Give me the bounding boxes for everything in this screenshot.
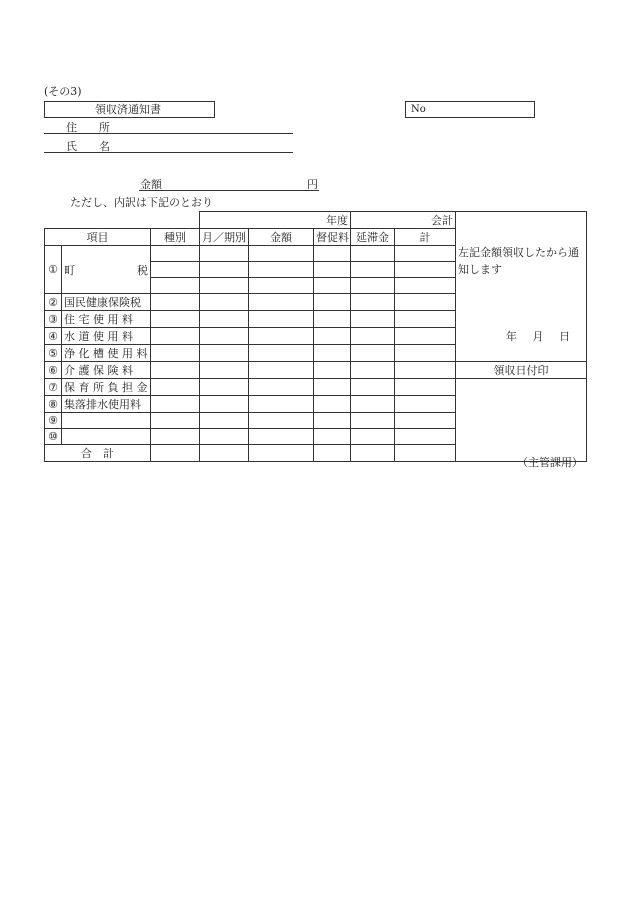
row-label[interactable] <box>62 429 151 445</box>
cell-total[interactable] <box>395 345 456 362</box>
cell-total[interactable] <box>395 396 456 413</box>
fiscal-year-cell[interactable] <box>200 212 351 229</box>
cell-reminder-fee[interactable] <box>314 396 351 413</box>
stamp-label: 領収日付印 <box>493 364 549 377</box>
cell-reminder-fee[interactable] <box>314 429 351 445</box>
cell-period[interactable] <box>200 379 249 396</box>
cell-reminder-fee[interactable] <box>314 379 351 396</box>
row-label: 住 宅 使 用 料 <box>62 311 151 328</box>
cell-total[interactable] <box>395 445 456 462</box>
cell-amount[interactable] <box>249 278 314 294</box>
date-day-label: 日 <box>559 329 571 343</box>
cell-type[interactable] <box>151 328 200 345</box>
date-month-label: 月 <box>532 329 544 343</box>
sheet-number: (その3) <box>44 85 82 98</box>
cell-reminder-fee[interactable] <box>314 262 351 278</box>
row-number: ⑥ <box>45 362 62 379</box>
cell-period[interactable] <box>200 429 249 445</box>
town-tax-label-b: 税 <box>137 263 148 277</box>
header-amount: 金額 <box>249 229 314 246</box>
cell-late-fee[interactable] <box>351 246 395 262</box>
cell-reminder-fee[interactable] <box>314 413 351 429</box>
cell-total[interactable] <box>395 413 456 429</box>
row-label: 集落排水使用料 <box>62 396 151 413</box>
cell-total[interactable] <box>395 429 456 445</box>
row-label: 浄 化 槽 使 用 料 <box>62 345 151 362</box>
header-period: 月／期別 <box>200 229 249 246</box>
cell-period[interactable] <box>200 246 249 262</box>
row-number: ⑦ <box>45 379 62 396</box>
cell-amount[interactable] <box>249 445 314 462</box>
cell-total[interactable] <box>395 328 456 345</box>
cell-reminder-fee[interactable] <box>314 328 351 345</box>
cell-type[interactable] <box>151 294 200 311</box>
cell-late-fee[interactable] <box>351 413 395 429</box>
cell-type[interactable] <box>151 246 200 262</box>
total-label: 合 計 <box>45 445 151 462</box>
cell-period[interactable] <box>200 345 249 362</box>
name-label: 氏 名 <box>66 140 110 153</box>
cell-type[interactable] <box>151 278 200 294</box>
cell-type[interactable] <box>151 311 200 328</box>
header-total: 計 <box>395 229 456 246</box>
cell-amount[interactable] <box>249 362 314 379</box>
address-line[interactable] <box>44 133 293 134</box>
row-label: 保 育 所 負 担 金 <box>62 379 151 396</box>
cell-late-fee[interactable] <box>351 278 395 294</box>
cell-late-fee[interactable] <box>351 345 395 362</box>
cell-type[interactable] <box>151 396 200 413</box>
fiscal-year-label: 年度 <box>326 214 348 227</box>
number-box[interactable] <box>405 101 535 118</box>
notice-text: 左記金額領収したから通知します <box>458 246 579 277</box>
cell-amount[interactable] <box>249 429 314 445</box>
cell-period[interactable] <box>200 278 249 294</box>
cell-type[interactable] <box>151 429 200 445</box>
account-cell[interactable] <box>351 212 456 229</box>
cell-amount[interactable] <box>249 262 314 278</box>
department-label: （主管課用） <box>517 456 583 469</box>
row-number: ② <box>45 294 62 311</box>
notice-cell <box>456 212 587 311</box>
stamp-area[interactable] <box>456 379 587 462</box>
cell-total[interactable] <box>395 294 456 311</box>
breakdown-table <box>44 211 587 462</box>
cell-late-fee[interactable] <box>351 311 395 328</box>
amount-line[interactable] <box>139 190 319 191</box>
cell-late-fee[interactable] <box>351 362 395 379</box>
cell-late-fee[interactable] <box>351 262 395 278</box>
cell-total[interactable] <box>395 311 456 328</box>
cell-late-fee[interactable] <box>351 396 395 413</box>
row-label <box>62 246 151 294</box>
date-year-label: 年 <box>505 329 517 343</box>
cell-type[interactable] <box>151 379 200 396</box>
row-number: ⑤ <box>45 345 62 362</box>
address-label: 住 所 <box>66 121 110 134</box>
cell-reminder-fee[interactable] <box>314 246 351 262</box>
row-number: ⑧ <box>45 396 62 413</box>
cell-type[interactable] <box>151 413 200 429</box>
row-label: 介 護 保 険 料 <box>62 362 151 379</box>
town-tax-label-a: 町 <box>64 263 75 277</box>
row-number: ⑩ <box>45 429 62 445</box>
header-reminder-fee: 督促料 <box>314 229 351 246</box>
cell-period[interactable] <box>200 311 249 328</box>
cell-amount[interactable] <box>249 311 314 328</box>
cell-total[interactable] <box>395 246 456 262</box>
cell-period[interactable] <box>200 262 249 278</box>
yen-label: 円 <box>307 178 318 191</box>
cell-reminder-fee[interactable] <box>314 445 351 462</box>
cell-type[interactable] <box>151 345 200 362</box>
stamp-label-cell <box>456 362 587 379</box>
cell-amount[interactable] <box>249 328 314 345</box>
cell-total[interactable] <box>395 379 456 396</box>
cell-late-fee[interactable] <box>351 379 395 396</box>
cell-amount[interactable] <box>249 345 314 362</box>
cell-type[interactable] <box>151 445 200 462</box>
number-label: No <box>411 104 426 115</box>
row-label: 水 道 使 用 料 <box>62 328 151 345</box>
cell-total[interactable] <box>395 262 456 278</box>
cell-total[interactable] <box>395 278 456 294</box>
name-line[interactable] <box>44 152 293 153</box>
title-box <box>44 101 215 118</box>
row-number: ④ <box>45 328 62 345</box>
account-label: 会計 <box>431 214 453 227</box>
cell-amount[interactable] <box>249 246 314 262</box>
cell-amount[interactable] <box>249 396 314 413</box>
header-item: 項目 <box>45 229 151 246</box>
row-label[interactable] <box>62 413 151 429</box>
header-type: 種別 <box>151 229 200 246</box>
cell-reminder-fee[interactable] <box>314 278 351 294</box>
row-label: 国民健康保険税 <box>62 294 151 311</box>
cell-late-fee[interactable] <box>351 429 395 445</box>
row-number: ① <box>45 246 62 294</box>
cell-reminder-fee[interactable] <box>314 362 351 379</box>
header-late-fee: 延滞金 <box>351 229 395 246</box>
cell-period[interactable] <box>200 294 249 311</box>
cell-reminder-fee[interactable] <box>314 345 351 362</box>
cell-period[interactable] <box>200 396 249 413</box>
cell-late-fee[interactable] <box>351 445 395 462</box>
cell-total[interactable] <box>395 362 456 379</box>
amount-label: 金額 <box>140 178 162 191</box>
cell-late-fee[interactable] <box>351 294 395 311</box>
cell-amount[interactable] <box>249 294 314 311</box>
cell-period[interactable] <box>200 445 249 462</box>
cell-amount[interactable] <box>249 379 314 396</box>
cell-reminder-fee[interactable] <box>314 294 351 311</box>
cell-late-fee[interactable] <box>351 328 395 345</box>
cell-reminder-fee[interactable] <box>314 311 351 328</box>
cell-type[interactable] <box>151 362 200 379</box>
document-title: 領収済通知書 <box>95 103 161 116</box>
date-cell[interactable] <box>456 311 587 362</box>
cell-type[interactable] <box>151 262 200 278</box>
cell-period[interactable] <box>200 413 249 429</box>
cell-period[interactable] <box>200 362 249 379</box>
blank-corner <box>45 212 200 229</box>
breakdown-note: ただし、内訳は下記のとおり <box>70 196 213 209</box>
cell-period[interactable] <box>200 328 249 345</box>
cell-amount[interactable] <box>249 413 314 429</box>
row-number: ③ <box>45 311 62 328</box>
row-number: ⑨ <box>45 413 62 429</box>
